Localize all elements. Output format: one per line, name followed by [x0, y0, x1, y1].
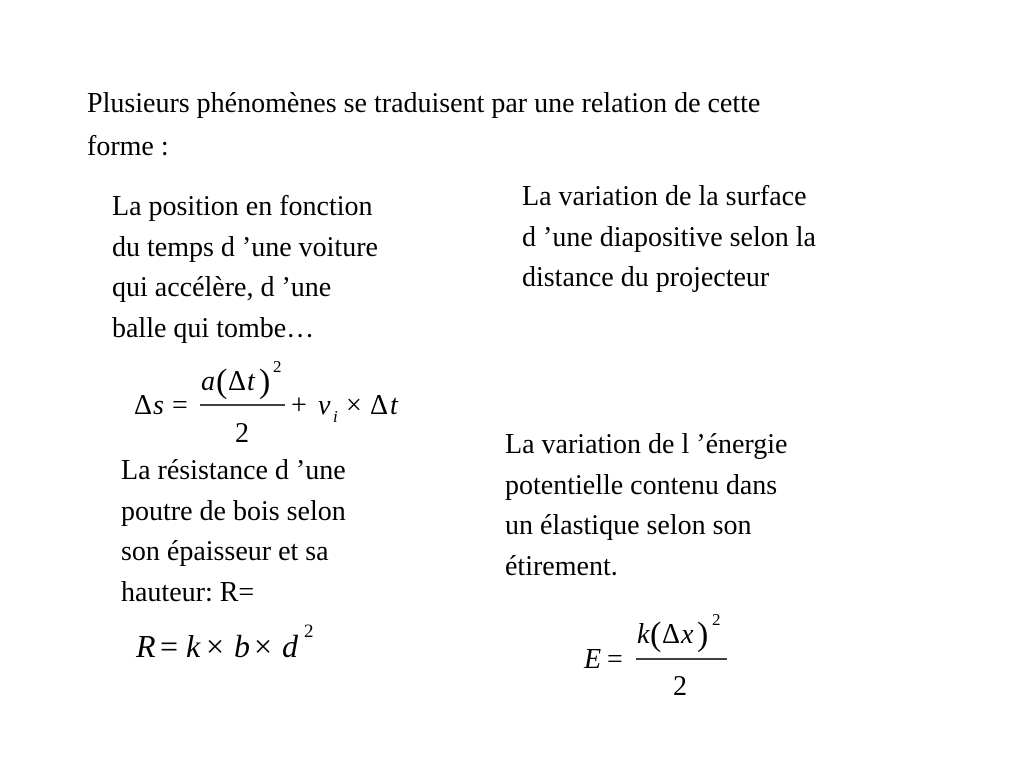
formula-equals-sign: = — [172, 390, 188, 421]
surface-line-2: d ’une diapositive selon la — [522, 221, 816, 253]
formula-equals-sign: = — [160, 628, 179, 664]
energy-line-4: étirement. — [505, 550, 618, 582]
formula-variable-k: k — [637, 619, 650, 650]
intro-text — [87, 82, 947, 168]
formula-subscript-i: i — [333, 407, 338, 426]
formula-right-paren: ) — [697, 616, 709, 653]
formula-times-sign: × — [346, 390, 362, 421]
position-formula — [120, 352, 440, 452]
formula-left-paren: ( — [650, 616, 662, 653]
formula-left-paren: ( — [216, 363, 228, 400]
resistance-line-4: hauteur: R= — [121, 576, 255, 608]
formula-delta-symbol: Δ — [662, 619, 681, 650]
position-line-3: qui accélère, d ’une — [112, 272, 332, 303]
position-line-1: La position en fonction — [112, 191, 373, 222]
formula-times-sign-2: × — [254, 628, 273, 664]
formula-variable-k: k — [186, 628, 201, 664]
resistance-line-1: La résistance d ’une — [121, 455, 346, 486]
formula-exponent: 2 — [273, 357, 282, 376]
formula-variable-t-2: t — [390, 390, 398, 421]
formula-variable-d: d — [282, 628, 298, 664]
formula-times-sign-1: × — [206, 628, 225, 664]
formula-delta-symbol: Δ — [134, 390, 153, 421]
formula-variable-x: x — [681, 619, 694, 650]
formula-exponent: 2 — [712, 610, 721, 629]
resistance-description — [121, 451, 481, 613]
resistance-line-2: poutre de bois selon — [121, 495, 346, 527]
energy-description — [505, 425, 905, 587]
formula-variable-E: E — [584, 644, 602, 675]
intro-line-2: forme : — [87, 131, 169, 162]
energy-line-1: La variation de l ’énergie — [505, 429, 788, 460]
formula-plus-sign: + — [291, 390, 307, 421]
formula-exponent: 2 — [304, 621, 314, 642]
energy-formula — [575, 610, 745, 705]
energy-line-3: un élastique selon son — [505, 510, 752, 541]
formula-variable-a: a — [201, 366, 215, 397]
formula-variable-t: t — [247, 366, 255, 397]
surface-line-3: distance du projecteur — [522, 262, 770, 293]
formula-variable-s: s — [153, 390, 164, 421]
formula-delta-symbol-2: Δ — [228, 366, 247, 397]
position-line-4: balle qui tombe… — [112, 312, 315, 344]
resistance-line-3: son épaisseur et sa — [121, 536, 329, 567]
surface-description — [522, 177, 922, 299]
energy-line-2: potentielle contenu dans — [505, 469, 778, 501]
intro-line-1: Plusieurs phénomènes se traduisent par une relation de cette — [87, 88, 761, 119]
formula-delta-symbol-3: Δ — [370, 390, 389, 421]
formula-variable-v: v — [318, 390, 331, 421]
formula-denominator: 2 — [235, 418, 249, 449]
position-line-2: du temps d ’une voiture — [112, 231, 378, 263]
formula-right-paren: ) — [259, 363, 271, 400]
position-description — [112, 187, 472, 349]
resistance-formula — [130, 615, 360, 675]
formula-equals-sign: = — [607, 644, 623, 675]
formula-variable-b: b — [234, 628, 250, 664]
surface-line-1: La variation de la surface — [522, 181, 807, 212]
formula-denominator: 2 — [673, 671, 687, 702]
formula-variable-R: R — [136, 628, 156, 664]
